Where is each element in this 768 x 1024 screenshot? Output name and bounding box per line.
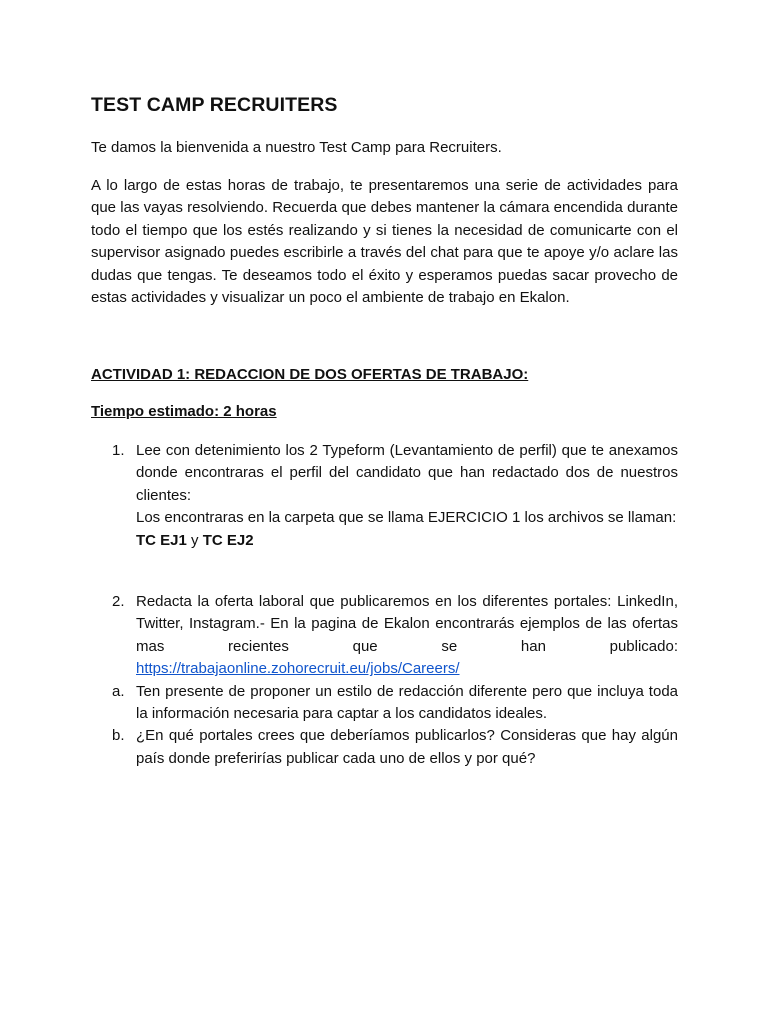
item-2-text: Redacta la oferta laboral que publicaremos en los diferentes portales: LinkedIn, Twitter, Instagram.- En la pagina de Ekalon encontrarás ejemplos de las ofertas mas recientes que se han publicado: bbox=[136, 593, 678, 655]
sub-list bbox=[91, 681, 678, 771]
item-1-files bbox=[136, 530, 678, 552]
list-item-2 bbox=[91, 591, 678, 770]
page-title: TEST CAMP RECRUITERS bbox=[91, 94, 338, 116]
time-estimate: Tiempo estimado: 2 horas bbox=[91, 403, 277, 420]
sub-item-text: Ten presente de proponer un estilo de redacción diferente pero que incluya toda la información necesaria para captar a los candidatos ideales. bbox=[136, 682, 678, 723]
activity-heading: ACTIVIDAD 1: REDACCION DE DOS OFERTAS DE TRABAJO: bbox=[91, 366, 529, 383]
item-1-folder-text: Los encontraras en la carpeta que se llama EJERCICIO 1 los archivos se llaman: bbox=[136, 509, 677, 527]
careers-link[interactable]: https://trabajaonline.zohorecruit.eu/jobs/Careers/ bbox=[136, 660, 460, 678]
sub-item-a bbox=[91, 681, 678, 726]
file-conjunction: y bbox=[186, 531, 203, 549]
sub-item-letter: a. bbox=[112, 682, 125, 700]
welcome-paragraph: Te damos la bienvenida a nuestro Test Camp para Recruiters. bbox=[91, 139, 502, 156]
intro-paragraph: A lo largo de estas horas de trabajo, te presentaremos una serie de actividades para que las vayas resolviendo. Recuerda que debes mantener la cámara encendida durante todo el tiempo que los estés realizando y si tienes la necesidad de comunicarte con el supervisor asignado puedes escribirle a través del chat para que te apoye y/o aclare las dudas que tengas. Te deseamos todo el éxito y esperamos puedas sacar provecho de estas actividades y visualizar un poco el ambiente de trabajo en Ekalon. bbox=[91, 177, 678, 307]
file-name-1: TC EJ1 bbox=[136, 531, 187, 549]
sub-item-text: ¿En qué portales crees que deberíamos publicarlos? Consideras que hay algún país donde preferirías publicar cada uno de ellos y por qué? bbox=[136, 727, 678, 767]
list-item-1 bbox=[91, 440, 678, 552]
file-name-2: TC EJ2 bbox=[202, 531, 254, 549]
list-number: 2. bbox=[112, 593, 125, 610]
sub-item-b bbox=[91, 725, 678, 770]
sub-item-letter: b. bbox=[112, 727, 125, 745]
list-number: 1. bbox=[112, 442, 125, 459]
item-1-text: Lee con detenimiento los 2 Typeform (Levantamiento de perfil) que te anexamos donde encontraras el perfil del candidato que han redactado dos de nuestros clientes: bbox=[136, 442, 678, 504]
